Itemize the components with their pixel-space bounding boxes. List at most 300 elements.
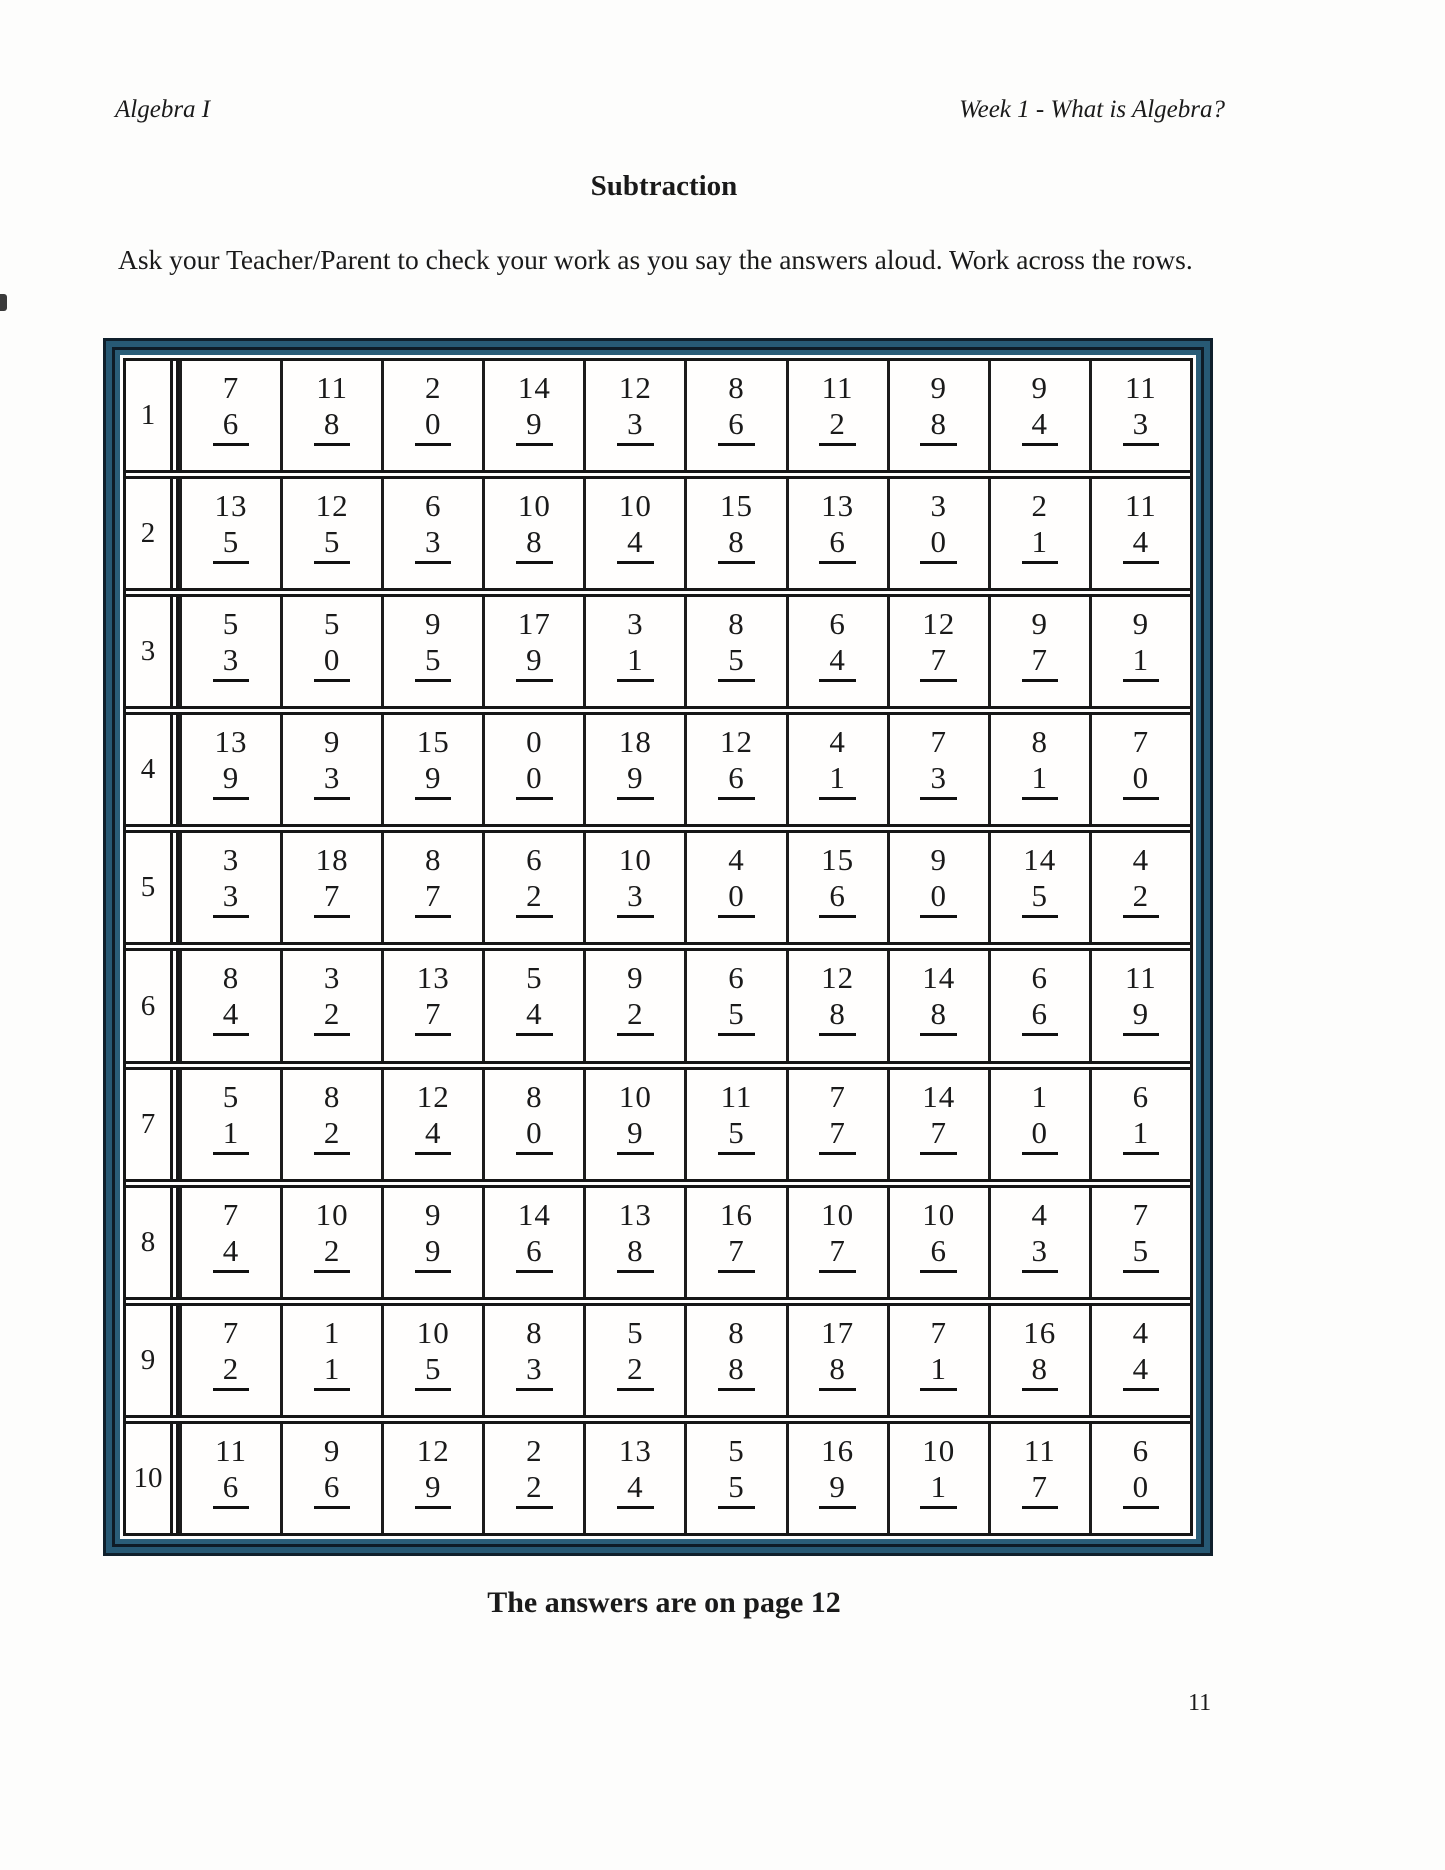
problem-cell bbox=[482, 597, 583, 706]
problem-cell bbox=[887, 1188, 988, 1297]
subtrahend: 3 bbox=[516, 1351, 553, 1391]
row-number: 1 bbox=[126, 361, 179, 470]
problem-cell bbox=[988, 361, 1089, 470]
subtrahend: 3 bbox=[415, 524, 452, 564]
minuend: 17 bbox=[821, 1314, 855, 1350]
problem-cell bbox=[786, 951, 887, 1060]
subtrahend: 7 bbox=[415, 878, 452, 918]
minuend: 1 bbox=[323, 1314, 341, 1350]
subtrahend: 7 bbox=[819, 1115, 856, 1155]
subtrahend: 4 bbox=[1123, 524, 1160, 564]
minuend: 14 bbox=[517, 370, 551, 405]
minuend: 8 bbox=[222, 960, 240, 996]
minuend: 10 bbox=[922, 1196, 956, 1232]
table-row bbox=[126, 1306, 1190, 1424]
problem-cell bbox=[786, 1188, 887, 1297]
minuend: 9 bbox=[1031, 370, 1049, 405]
problem-cell bbox=[381, 1188, 482, 1297]
minuend: 11 bbox=[215, 1432, 247, 1468]
minuend: 5 bbox=[627, 1314, 644, 1350]
minuend: 12 bbox=[821, 960, 855, 996]
week-title: Week 1 - What is Algebra? bbox=[959, 96, 1225, 123]
table-row bbox=[126, 951, 1190, 1069]
row-number: 3 bbox=[126, 597, 179, 706]
minuend: 9 bbox=[930, 370, 947, 405]
problem-cell bbox=[280, 715, 381, 824]
subtrahend: 8 bbox=[617, 1233, 654, 1273]
subtrahend: 5 bbox=[1123, 1233, 1160, 1273]
subtrahend: 5 bbox=[213, 524, 250, 564]
subtrahend: 6 bbox=[718, 760, 755, 800]
problem-cell bbox=[1089, 1188, 1190, 1297]
problem-cell bbox=[280, 597, 381, 706]
problem-cell bbox=[482, 1306, 583, 1415]
minuend: 8 bbox=[323, 1078, 341, 1114]
problem-cell bbox=[482, 833, 583, 942]
minuend: 6 bbox=[1132, 1432, 1150, 1468]
problem-cell bbox=[179, 1188, 280, 1297]
minuend: 12 bbox=[922, 606, 956, 642]
minuend: 7 bbox=[829, 1078, 846, 1114]
minuend: 11 bbox=[1124, 960, 1157, 996]
instruction-text: Ask your Teacher/Parent to check your work as you say the answers aloud. Work across the rows. bbox=[118, 244, 1193, 275]
subtrahend: 6 bbox=[213, 406, 250, 446]
problem-cell bbox=[786, 1424, 887, 1533]
problem-cell bbox=[381, 951, 482, 1060]
minuend: 1 bbox=[1031, 1078, 1049, 1114]
frame-inner-line bbox=[112, 347, 1204, 1547]
subtrahend: 7 bbox=[1022, 1469, 1059, 1509]
minuend: 17 bbox=[517, 606, 551, 642]
subtrahend: 8 bbox=[819, 996, 856, 1036]
row-number: 7 bbox=[126, 1070, 179, 1179]
subtrahend: 6 bbox=[213, 1469, 250, 1509]
problem-cell bbox=[1089, 597, 1190, 706]
problem-cell bbox=[988, 1070, 1089, 1179]
minuend: 12 bbox=[720, 724, 754, 760]
problem-cell bbox=[482, 715, 583, 824]
minuend: 8 bbox=[728, 606, 745, 642]
problem-cell bbox=[684, 597, 785, 706]
problem-cell bbox=[482, 1188, 583, 1297]
table-row bbox=[126, 1188, 1190, 1306]
subtrahend: 8 bbox=[718, 524, 755, 564]
problem-cell bbox=[684, 1070, 785, 1179]
subtrahend: 5 bbox=[415, 642, 452, 682]
subtrahend: 5 bbox=[314, 524, 351, 564]
problem-cell bbox=[684, 361, 785, 470]
problem-cell bbox=[482, 479, 583, 588]
subtrahend: 6 bbox=[314, 1469, 351, 1509]
subtrahend: 9 bbox=[516, 406, 553, 446]
problem-cell bbox=[179, 1424, 280, 1533]
minuend: 14 bbox=[922, 960, 956, 996]
problem-cell bbox=[887, 479, 988, 588]
problem-cell bbox=[280, 1188, 381, 1297]
subtrahend: 2 bbox=[314, 1115, 351, 1155]
minuend: 8 bbox=[1031, 724, 1049, 760]
subtrahend: 2 bbox=[617, 996, 654, 1036]
subtrahend: 8 bbox=[819, 1351, 856, 1391]
minuend: 10 bbox=[922, 1432, 956, 1468]
minuend: 9 bbox=[1031, 606, 1049, 642]
scan-artifact bbox=[0, 294, 7, 311]
row-number: 6 bbox=[126, 951, 179, 1060]
problem-cell bbox=[381, 361, 482, 470]
minuend: 14 bbox=[517, 1196, 551, 1232]
minuend: 15 bbox=[416, 724, 450, 760]
subtrahend: 1 bbox=[617, 642, 654, 682]
subtrahend: 1 bbox=[213, 1115, 250, 1155]
problem-cell bbox=[887, 1306, 988, 1415]
subtrahend: 3 bbox=[617, 406, 654, 446]
problem-cell bbox=[684, 715, 785, 824]
table-row bbox=[126, 833, 1190, 951]
subtrahend: 7 bbox=[819, 1233, 856, 1273]
minuend: 13 bbox=[416, 960, 450, 996]
minuend: 12 bbox=[618, 370, 652, 405]
subtrahend: 3 bbox=[1022, 1233, 1059, 1273]
subtrahend: 1 bbox=[1123, 642, 1160, 682]
subtrahend: 6 bbox=[819, 878, 856, 918]
minuend: 15 bbox=[720, 488, 754, 524]
subtrahend: 4 bbox=[516, 996, 553, 1036]
table-row bbox=[126, 1424, 1190, 1533]
problem-cell bbox=[280, 1306, 381, 1415]
minuend: 11 bbox=[1023, 1432, 1056, 1468]
problem-cell bbox=[280, 951, 381, 1060]
subtrahend: 0 bbox=[516, 1115, 553, 1155]
minuend: 14 bbox=[1023, 842, 1057, 878]
subtrahend: 4 bbox=[1123, 1351, 1160, 1391]
subtrahend: 2 bbox=[516, 878, 553, 918]
minuend: 13 bbox=[821, 488, 855, 524]
minuend: 8 bbox=[728, 370, 745, 405]
minuend: 2 bbox=[1031, 488, 1049, 524]
row-number: 8 bbox=[126, 1188, 179, 1297]
problem-cell bbox=[988, 1306, 1089, 1415]
problem-cell bbox=[1089, 1306, 1190, 1415]
problem-cell bbox=[1089, 1424, 1190, 1533]
minuend: 5 bbox=[728, 1432, 745, 1468]
minuend: 7 bbox=[1132, 724, 1150, 760]
minuend: 5 bbox=[323, 606, 341, 642]
subtraction-grid bbox=[123, 358, 1193, 1536]
page-number: 11 bbox=[1188, 1690, 1212, 1716]
subtrahend: 0 bbox=[1022, 1115, 1059, 1155]
subtrahend: 0 bbox=[415, 406, 452, 446]
subtrahend: 1 bbox=[819, 760, 856, 800]
subtrahend: 4 bbox=[1022, 406, 1059, 446]
problem-cell bbox=[988, 833, 1089, 942]
minuend: 11 bbox=[1124, 488, 1157, 524]
problem-cell bbox=[179, 715, 280, 824]
problem-cell bbox=[988, 1188, 1089, 1297]
subtrahend: 0 bbox=[1123, 1469, 1160, 1509]
minuend: 7 bbox=[222, 370, 240, 405]
minuend: 9 bbox=[1132, 606, 1150, 642]
problem-cell bbox=[887, 833, 988, 942]
subtrahend: 3 bbox=[920, 760, 957, 800]
problem-cell bbox=[280, 361, 381, 470]
subtrahend: 0 bbox=[920, 524, 957, 564]
subtrahend: 6 bbox=[920, 1233, 957, 1273]
problem-cell bbox=[988, 951, 1089, 1060]
minuend: 9 bbox=[323, 1432, 341, 1468]
subtrahend: 2 bbox=[314, 996, 351, 1036]
subtrahend: 9 bbox=[415, 760, 452, 800]
problem-cell bbox=[280, 479, 381, 588]
problem-cell bbox=[684, 479, 785, 588]
subtrahend: 6 bbox=[516, 1233, 553, 1273]
subtrahend: 0 bbox=[516, 760, 553, 800]
subtrahend: 1 bbox=[1022, 524, 1059, 564]
subtrahend: 2 bbox=[314, 1233, 351, 1273]
subtrahend: 2 bbox=[617, 1351, 654, 1391]
subtrahend: 2 bbox=[516, 1469, 553, 1509]
problem-cell bbox=[482, 1070, 583, 1179]
minuend: 9 bbox=[627, 960, 644, 996]
minuend: 10 bbox=[517, 488, 551, 524]
minuend: 11 bbox=[316, 370, 349, 405]
minuend: 13 bbox=[618, 1432, 652, 1468]
minuend: 5 bbox=[222, 606, 240, 642]
subtrahend: 8 bbox=[1022, 1351, 1059, 1391]
subtrahend: 9 bbox=[617, 760, 654, 800]
minuend: 6 bbox=[1132, 1078, 1150, 1114]
problem-cell bbox=[887, 1424, 988, 1533]
subtrahend: 1 bbox=[920, 1351, 957, 1391]
problem-cell bbox=[583, 361, 684, 470]
subtrahend: 2 bbox=[1123, 878, 1160, 918]
problem-cell bbox=[887, 597, 988, 706]
subtrahend: 5 bbox=[718, 642, 755, 682]
problem-cell bbox=[1089, 715, 1190, 824]
subtrahend: 4 bbox=[213, 996, 250, 1036]
minuend: 4 bbox=[1132, 1314, 1150, 1350]
problem-cell bbox=[179, 361, 280, 470]
minuend: 2 bbox=[424, 370, 442, 405]
minuend: 4 bbox=[829, 724, 846, 760]
minuend: 9 bbox=[323, 724, 341, 760]
minuend: 7 bbox=[930, 724, 947, 760]
minuend: 13 bbox=[618, 1196, 652, 1232]
problem-cell bbox=[381, 715, 482, 824]
minuend: 6 bbox=[424, 488, 442, 524]
subtrahend: 9 bbox=[1123, 996, 1160, 1036]
problem-cell bbox=[887, 1070, 988, 1179]
problem-cell bbox=[786, 1070, 887, 1179]
minuend: 4 bbox=[1132, 842, 1150, 878]
problem-cell bbox=[179, 1070, 280, 1179]
minuend: 3 bbox=[323, 960, 341, 996]
subtrahend: 7 bbox=[920, 1115, 957, 1155]
subtrahend: 7 bbox=[920, 642, 957, 682]
subtrahend: 8 bbox=[920, 406, 957, 446]
subtrahend: 9 bbox=[415, 1233, 452, 1273]
subtrahend: 3 bbox=[213, 878, 250, 918]
subtrahend: 1 bbox=[920, 1469, 957, 1509]
problem-cell bbox=[280, 1424, 381, 1533]
minuend: 4 bbox=[728, 842, 745, 878]
problem-cell bbox=[482, 951, 583, 1060]
problem-cell bbox=[887, 951, 988, 1060]
subtrahend: 3 bbox=[617, 878, 654, 918]
minuend: 5 bbox=[526, 960, 543, 996]
minuend: 16 bbox=[720, 1196, 754, 1232]
minuend: 10 bbox=[416, 1314, 450, 1350]
minuend: 10 bbox=[618, 1078, 652, 1114]
subtrahend: 9 bbox=[213, 760, 250, 800]
minuend: 12 bbox=[416, 1078, 450, 1114]
minuend: 6 bbox=[829, 606, 846, 642]
minuend: 16 bbox=[821, 1432, 855, 1468]
minuend: 11 bbox=[720, 1078, 753, 1114]
problem-cell bbox=[988, 597, 1089, 706]
problem-cell bbox=[684, 951, 785, 1060]
subtrahend: 4 bbox=[617, 1469, 654, 1509]
subtrahend: 9 bbox=[819, 1469, 856, 1509]
minuend: 10 bbox=[315, 1196, 349, 1232]
subtrahend: 7 bbox=[718, 1233, 755, 1273]
problem-cell bbox=[1089, 833, 1190, 942]
subtrahend: 0 bbox=[314, 642, 351, 682]
subtrahend: 1 bbox=[1123, 1115, 1160, 1155]
problem-cell bbox=[684, 833, 785, 942]
problem-cell bbox=[684, 1306, 785, 1415]
minuend: 10 bbox=[618, 488, 652, 524]
problem-cell bbox=[887, 361, 988, 470]
subtrahend: 7 bbox=[415, 996, 452, 1036]
table-row bbox=[126, 715, 1190, 833]
minuend: 13 bbox=[214, 488, 248, 524]
minuend: 8 bbox=[728, 1314, 745, 1350]
problem-cell bbox=[179, 1306, 280, 1415]
minuend: 12 bbox=[416, 1432, 450, 1468]
problem-cell bbox=[280, 833, 381, 942]
subtrahend: 4 bbox=[617, 524, 654, 564]
minuend: 18 bbox=[315, 842, 349, 878]
subtrahend: 0 bbox=[1123, 760, 1160, 800]
subtrahend: 8 bbox=[718, 1351, 755, 1391]
minuend: 12 bbox=[315, 488, 349, 524]
subtrahend: 8 bbox=[516, 524, 553, 564]
minuend: 5 bbox=[222, 1078, 240, 1114]
subtrahend: 5 bbox=[415, 1351, 452, 1391]
minuend: 7 bbox=[1132, 1196, 1150, 1232]
subtrahend: 2 bbox=[819, 406, 856, 446]
minuend: 9 bbox=[424, 1196, 442, 1232]
problem-cell bbox=[786, 715, 887, 824]
minuend: 3 bbox=[627, 606, 644, 642]
subtrahend: 5 bbox=[718, 1469, 755, 1509]
problem-cell bbox=[684, 1424, 785, 1533]
problem-cell bbox=[583, 951, 684, 1060]
minuend: 10 bbox=[821, 1196, 855, 1232]
minuend: 7 bbox=[222, 1314, 240, 1350]
minuend: 8 bbox=[526, 1078, 543, 1114]
problem-cell bbox=[887, 715, 988, 824]
problem-cell bbox=[179, 597, 280, 706]
problem-cell bbox=[381, 597, 482, 706]
subtrahend: 4 bbox=[213, 1233, 250, 1273]
minuend: 3 bbox=[222, 842, 240, 878]
subtrahend: 4 bbox=[415, 1115, 452, 1155]
minuend: 2 bbox=[526, 1432, 543, 1468]
problem-cell bbox=[684, 1188, 785, 1297]
problem-cell bbox=[381, 479, 482, 588]
row-number: 10 bbox=[126, 1424, 179, 1533]
subtrahend: 9 bbox=[516, 642, 553, 682]
problem-cell bbox=[179, 479, 280, 588]
minuend: 7 bbox=[930, 1314, 947, 1350]
problem-cell bbox=[381, 833, 482, 942]
subtrahend: 7 bbox=[1022, 642, 1059, 682]
minuend: 3 bbox=[930, 488, 947, 524]
subtrahend: 5 bbox=[1022, 878, 1059, 918]
subtrahend: 3 bbox=[314, 760, 351, 800]
subtrahend: 9 bbox=[617, 1115, 654, 1155]
minuend: 13 bbox=[214, 724, 248, 760]
problem-cell bbox=[1089, 951, 1190, 1060]
minuend: 11 bbox=[1124, 370, 1157, 405]
subtrahend: 8 bbox=[314, 406, 351, 446]
problem-cell bbox=[786, 833, 887, 942]
problem-cell bbox=[583, 597, 684, 706]
problem-cell bbox=[786, 597, 887, 706]
subtrahend: 1 bbox=[314, 1351, 351, 1391]
problem-cell bbox=[583, 1306, 684, 1415]
minuend: 6 bbox=[1031, 960, 1049, 996]
problem-cell bbox=[583, 833, 684, 942]
subtrahend: 3 bbox=[213, 642, 250, 682]
minuend: 16 bbox=[1023, 1314, 1057, 1350]
problem-cell bbox=[381, 1424, 482, 1533]
row-number: 5 bbox=[126, 833, 179, 942]
minuend: 10 bbox=[618, 842, 652, 878]
problem-cell bbox=[988, 715, 1089, 824]
minuend: 14 bbox=[922, 1078, 956, 1114]
subtrahend: 6 bbox=[718, 406, 755, 446]
problem-cell bbox=[583, 479, 684, 588]
minuend: 11 bbox=[821, 370, 854, 405]
problem-cell bbox=[583, 1070, 684, 1179]
problem-cell bbox=[786, 1306, 887, 1415]
minuend: 6 bbox=[526, 842, 543, 878]
subtrahend: 8 bbox=[920, 996, 957, 1036]
frame-inner-margin bbox=[120, 355, 1196, 1539]
problem-cell bbox=[583, 1188, 684, 1297]
minuend: 15 bbox=[821, 842, 855, 878]
minuend: 9 bbox=[424, 606, 442, 642]
row-number: 9 bbox=[126, 1306, 179, 1415]
course-title: Algebra I bbox=[115, 96, 211, 123]
row-number: 4 bbox=[126, 715, 179, 824]
subtrahend: 5 bbox=[718, 1115, 755, 1155]
subtrahend: 0 bbox=[718, 878, 755, 918]
problem-cell bbox=[179, 951, 280, 1060]
table-row bbox=[126, 597, 1190, 715]
minuend: 8 bbox=[424, 842, 442, 878]
problem-cell bbox=[786, 479, 887, 588]
problem-cell bbox=[583, 715, 684, 824]
minuend: 7 bbox=[222, 1196, 240, 1232]
problem-cell bbox=[381, 1306, 482, 1415]
answers-note: The answers are on page 12 bbox=[487, 1586, 841, 1619]
problem-cell bbox=[482, 1424, 583, 1533]
problem-cell bbox=[988, 479, 1089, 588]
page-title: Subtraction bbox=[590, 170, 738, 202]
